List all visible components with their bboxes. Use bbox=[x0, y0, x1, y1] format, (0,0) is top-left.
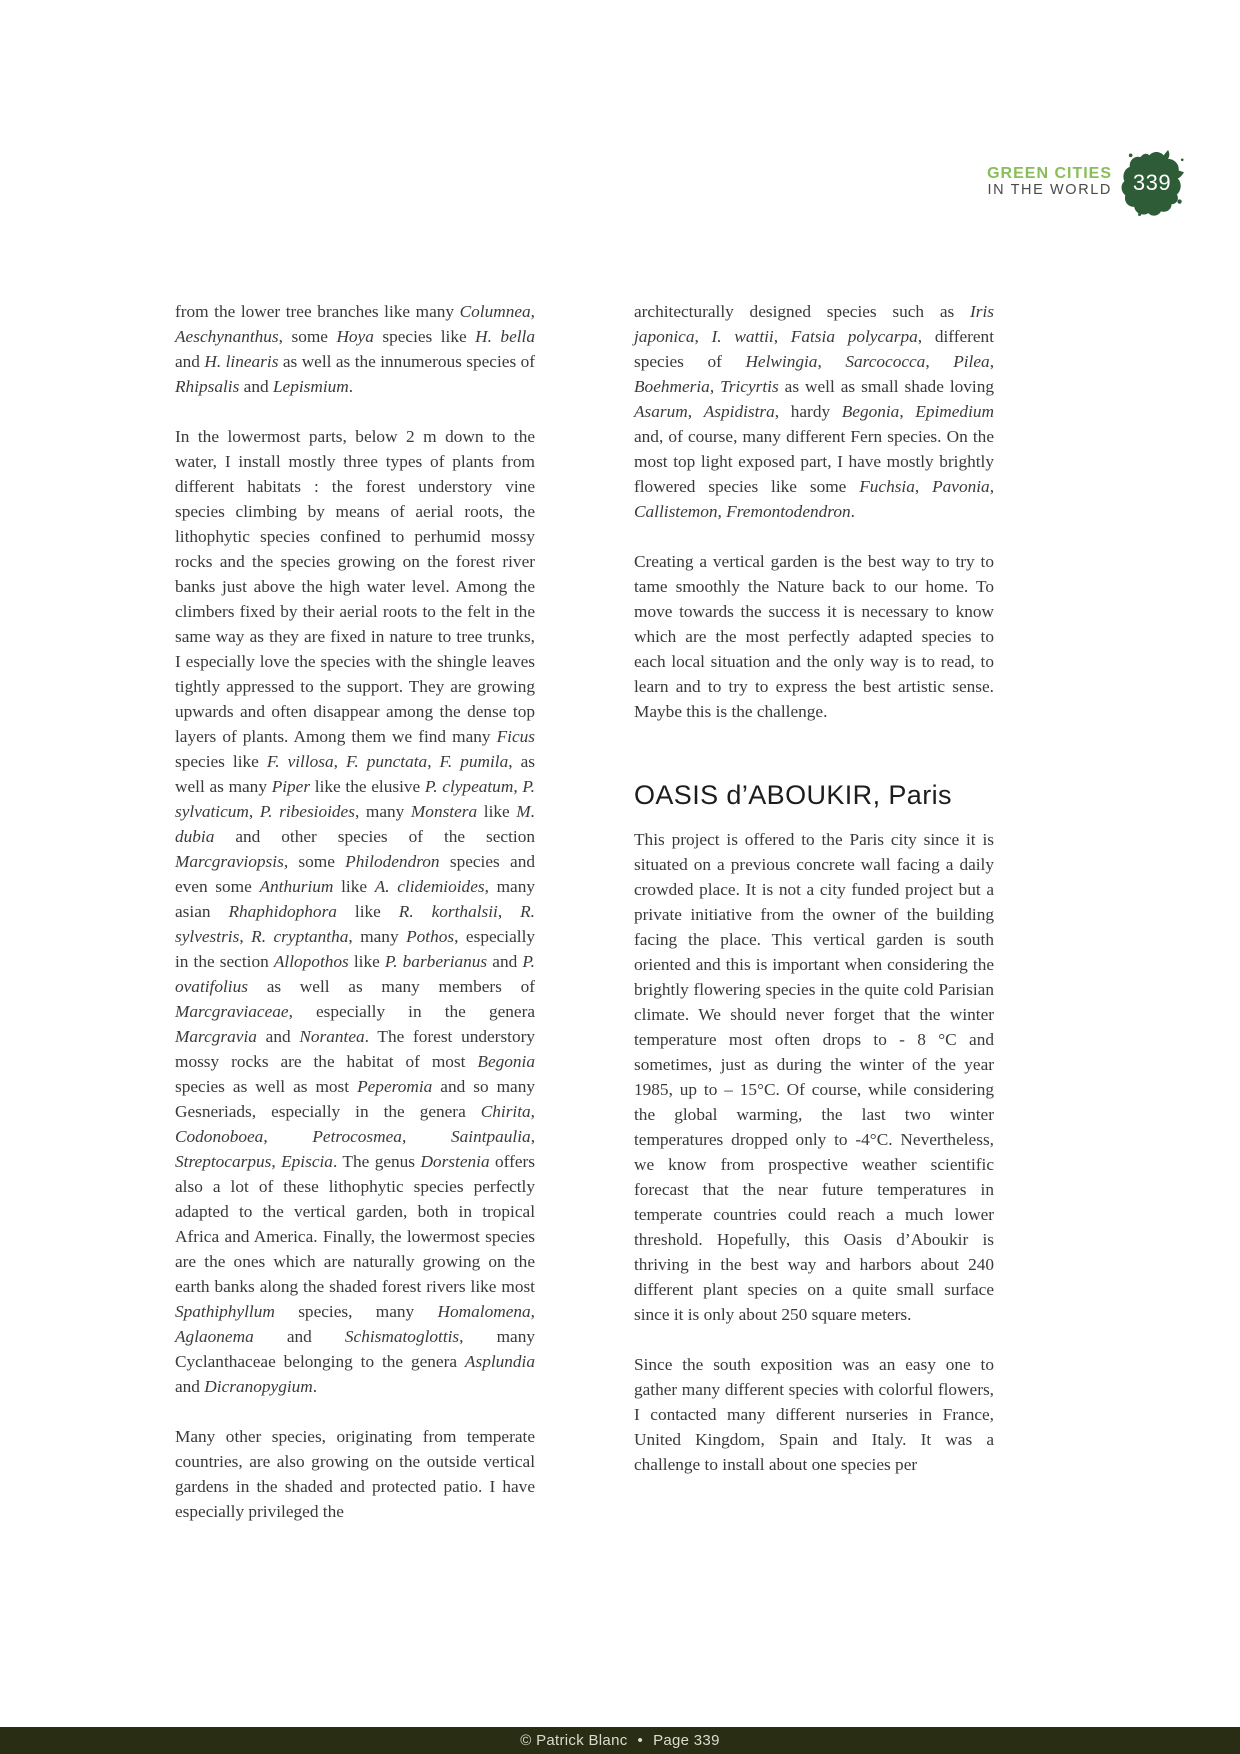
left-column bbox=[175, 299, 535, 1524]
footer-copyright: © Patrick Blanc bbox=[520, 1732, 628, 1749]
section-heading: OASIS d’ABOUKIR, Paris bbox=[634, 780, 952, 810]
paragraph: architecturally designed species such as Iris japonica, I. wattii, Fatsia polycarpa, different species of Helwingia, Sarcococca, Pilea, Boehmeria, Tricyrtis as well as small shade loving Asarum, Aspidistra, hardy Begonia, Epimedium and, of course, many different Fern species. On the most top light exposed part, I have mostly brightly flowered species like some Fuchsia, Pavonia, Callistemon, Fremontodendron. bbox=[634, 302, 995, 521]
page-footer bbox=[0, 1727, 1240, 1754]
paragraph: Many other species, originating from temperate countries, are also growing on the outside vertical gardens in the shaded and protected patio. I have especially privileged the bbox=[175, 1427, 535, 1521]
page-number: 339 bbox=[1132, 169, 1172, 195]
paragraph: In the lowermost parts, below 2 m down to the water, I install mostly three types of plants from different habitats : the forest understory vine species climbing by means of aerial roots, the lithophytic species confined to perhumid mossy rocks and the species growing on the forest river banks just above the high water level. Among the climbers fixed by their aerial roots to the felt in the same way as they are fixed in nature to tree trunks, I especially love the species with the shingle leaves tightly appressed to the support. They are growing upwards and often disappear among the dense top layers of plants. Among them we find many Ficus species like F. villosa, F. punctata, F. pumila, as well as many Piper like the elusive P. clypeatum, P. sylvaticum, P. ribesioides, many Monstera like M. dubia and other species of the section Marcgraviopsis, some Philodendron species and even some Anthurium like A. clidemioides, many asian Rhaphidophora like R. korthalsii, R. sylvestris, R. cryptantha, many Pothos, especially in the section Allopothos like P. barberianus and P. ovatifolius as well as many members of Marcgraviaceae, especially in the genera Marcgravia and Norantea. The forest understory mossy rocks are the habitat of most Begonia species as well as most Peperomia and so many Gesneriads, especially in the genera Chirita, Codonoboea, Petrocosmea, Saintpaulia, Streptocarpus, Episcia. The genus Dorstenia offers also a lot of these lithophytic species perfectly adapted to the vertical garden, both in tropical Africa and America. Finally, the lowermost species are the ones which are naturally growing on the earth banks along the shaded forest rivers like most Spathiphyllum species, many Homalomena, Aglaonema and Schismatoglottis, many Cyclanthaceae belonging to the genera Asplundia and Dicranopygium. bbox=[175, 427, 536, 1396]
series-title bbox=[987, 165, 1112, 199]
footer-bullet-separator: • bbox=[637, 1732, 644, 1749]
paragraph: This project is offered to the Paris city since it is situated on a previous concrete wall facing a daily crowded place. It is not a city funded project but a private initiative from the owner of the building facing the place. This vertical garden is south oriented and this is important when considering the brightly flowering species in the quite cold Parisian climate. We should never forget that the winter temperature most often drops to - 8 °C and sometimes, just as during the winter of the year 1985, up to – 15°C. Of course, while considering the global warming, the last two winter temperatures dropped only to -4°C. Nevertheless, we know from prospective weather scientific forecast that the near future temperatures in temperate countries could reach a much lower threshold. Hopefully, this Oasis d’Aboukir is thriving in the best way and harbors about 240 different plant species on a quite small surface since it is only about 250 square meters. bbox=[634, 830, 994, 1324]
paragraph: Since the south exposition was an easy one to gather many different species with colorful flowers, I contacted many different nurseries in France, United Kingdom, Spain and Italy. It was a challenge to install about one species per bbox=[634, 1355, 994, 1474]
right-column bbox=[634, 299, 994, 1477]
paragraph: from the lower tree branches like many Columnea, Aeschynanthus, some Hoya species like H. bella and H. linearis as well as the innumerous species of Rhipsalis and Lepismium. bbox=[175, 302, 535, 396]
footer-page-label: Page 339 bbox=[653, 1732, 720, 1749]
paragraph: Creating a vertical garden is the best way to try to tame smoothly the Nature back to our home. To move towards the success it is necessary to know which are the most perfectly adapted species to each local situation and the only way is to read, to learn and to try to express the best artistic sense. Maybe this is the challenge. bbox=[634, 552, 994, 721]
page-number-badge bbox=[1120, 148, 1184, 216]
series-title-line2: IN THE WORLD bbox=[987, 182, 1112, 198]
series-title-line1: GREEN CITIES bbox=[987, 165, 1112, 182]
page-header bbox=[987, 148, 1184, 216]
